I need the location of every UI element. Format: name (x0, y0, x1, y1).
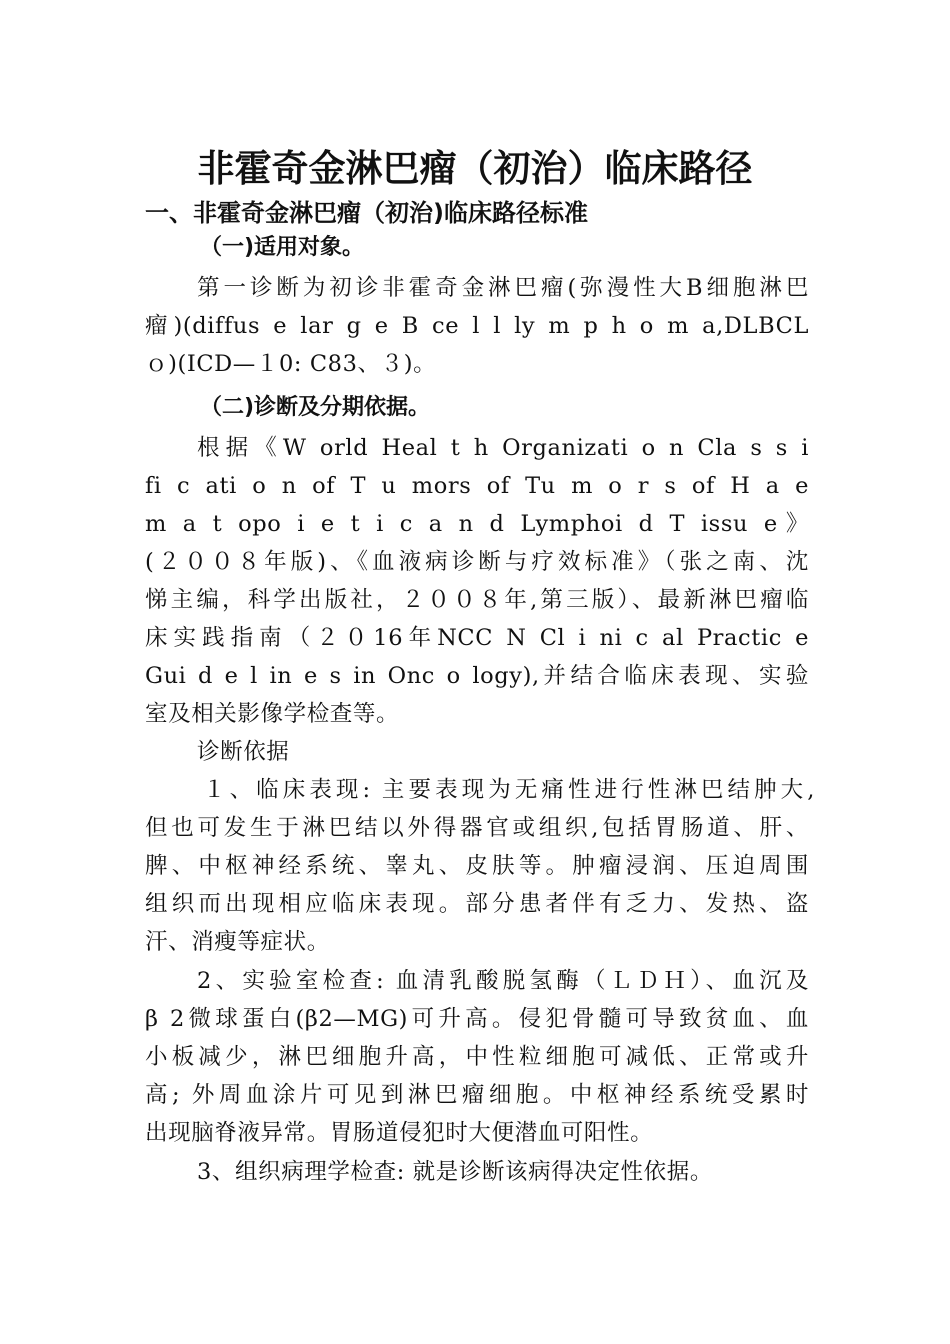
paragraph-line: 出现脑脊液异常。胃肠道侵犯时大便潜血可阳性。 (145, 1120, 654, 1146)
paragraph-line: ｏ)(ICD—１0: C83、３)。 (145, 351, 437, 377)
paragraph-line: m a t opo i e t i c a n d Lymphoi d T issu e》 (145, 511, 809, 537)
paragraph-line: 高; 外周血涂片可见到淋巴瘤细胞。中枢神经系统受累时 (145, 1082, 809, 1108)
paragraph-line: fi c ati o n of T u mors of Tu m o r s of H a e (145, 473, 809, 499)
paragraph-line: 室及相关影像学检查等。 (145, 701, 400, 727)
document-title: 非霍奇金淋巴瘤（初治）临床路径 (197, 147, 753, 190)
paragraph-line: 床实践指南（２０16年NCC N Cl i ni c al Practic e (145, 625, 809, 651)
paragraph-line: 3、组织病理学检查: 就是诊断该病得决定性依据。 (197, 1159, 713, 1185)
paragraph-line: 瘤)(diffus e lar g e B ce l l ly m p h o m a,DLBCL (145, 313, 809, 339)
subsection-heading-scope: （一)适用对象。 (200, 235, 365, 260)
paragraph-line: 第一诊断为初诊非霍奇金淋巴瘤(弥漫性大B细胞淋巴 (197, 275, 809, 301)
paragraph-line: 脾、中枢神经系统、睾丸、皮肤等。肿瘤浸润、压迫周围 (145, 853, 809, 879)
paragraph-line: Gui d e l in e s in Onc o logy),并结合临床表现、实验 (145, 663, 809, 689)
paragraph-line: 但也可发生于淋巴结以外得器官或组织,包括胃肠道、肝、 (145, 815, 809, 841)
section-heading: 一、非霍奇金淋巴瘤（初治)临床路径标准 (145, 199, 588, 227)
subsection-heading-diagnosis: （二)诊断及分期依据。 (200, 395, 431, 420)
paragraph-line: 组织而出现相应临床表现。部分患者伴有乏力、发热、盗 (145, 891, 809, 917)
diagnosis-basis-label: 诊断依据 (197, 739, 290, 765)
paragraph-line: (２００８年版)、《血液病诊断与疗效标准》（张之南、沈 (145, 549, 809, 575)
paragraph-line: 悌主编，科学出版社，２００８年,第三版）、最新淋巴瘤临 (145, 587, 809, 613)
paragraph-line: 2、实验室检查: 血清乳酸脱氢酶（ＬＤＨ）、血沉及 (197, 968, 809, 994)
paragraph-line: 根据《W orld Heal t h Organizati o n Cla s s i (197, 435, 809, 461)
paragraph-line: 小板减少，淋巴细胞升高，中性粒细胞可减低、正常或升 (145, 1044, 809, 1070)
paragraph-line: 汗、消瘦等症状。 (145, 929, 330, 955)
paragraph-line: １、临床表现: 主要表现为无痛性进行性淋巴结肿大, (203, 777, 815, 803)
paragraph-line: β 2微球蛋白(β2—MG)可升高。侵犯骨髓可导致贫血、血 (145, 1006, 809, 1032)
